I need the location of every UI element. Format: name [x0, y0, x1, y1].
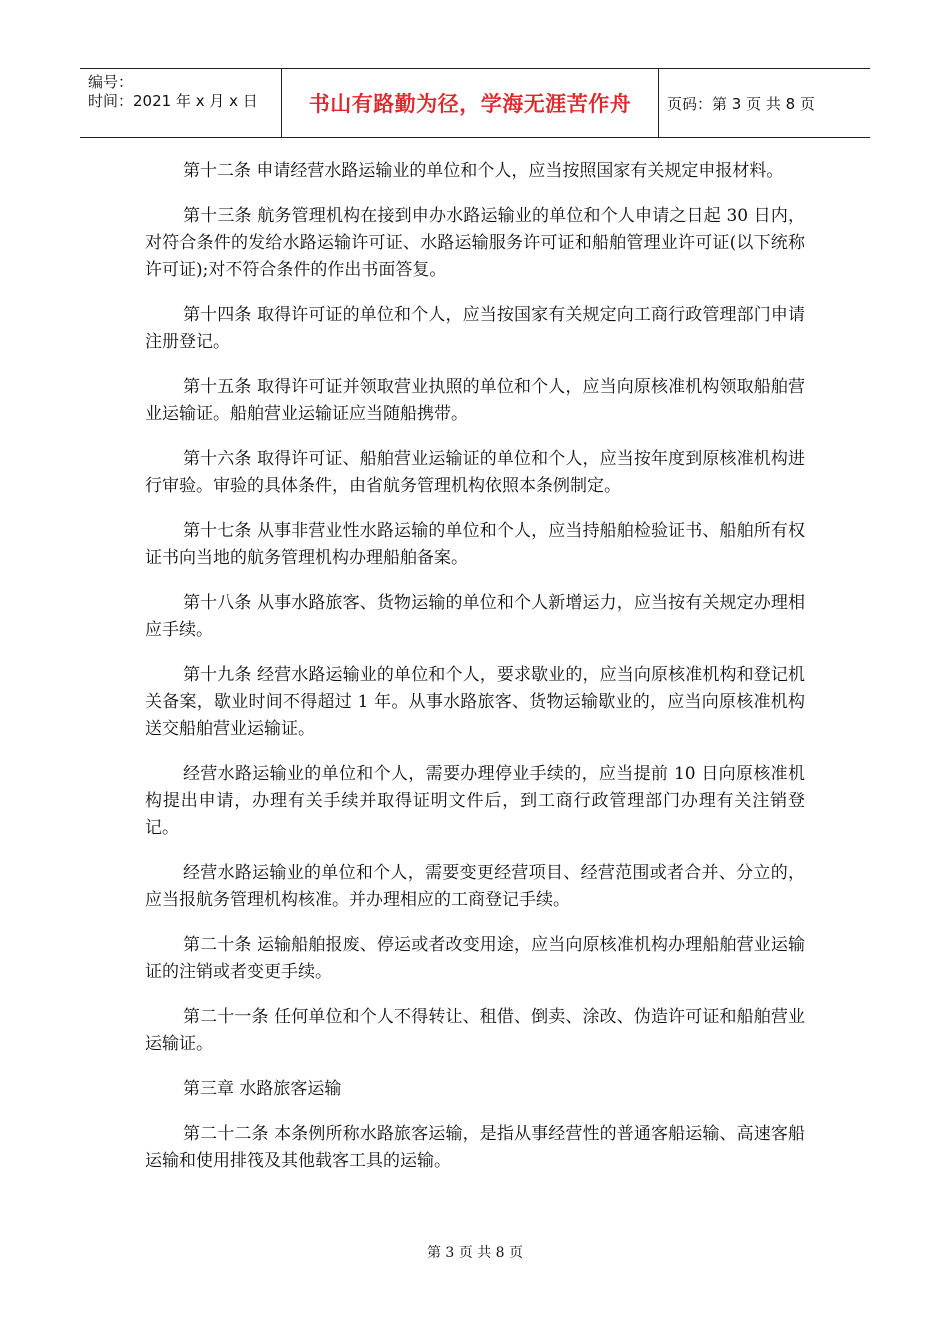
paragraph: 经营水路运输业的单位和个人，需要办理停业手续的，应当提前 10 日向原核准机构提出申请，办理有关手续并取得证明文件后，到工商行政管理部门办理有关注销登记。	[145, 764, 805, 838]
document-body	[145, 158, 805, 1193]
document-number-label: 编号：	[88, 73, 134, 91]
paragraph: 第十五条 取得许可证并领取营业执照的单位和个人，应当向原核准机构领取船舶营业运输证。船舶营业运输证应当随船携带。	[145, 377, 805, 424]
paragraph: 经营水路运输业的单位和个人，需要变更经营项目、经营范围或者合并、分立的，应当报航务管理机构核准。并办理相应的工商登记手续。	[145, 863, 805, 910]
paragraph: 第十二条 申请经营水路运输业的单位和个人，应当按照国家有关规定申报材料。	[183, 161, 784, 181]
paragraph: 第十九条 经营水路运输业的单位和个人，要求歇业的，应当向原核准机构和登记机关备案，歇业时间不得超过 1 年。从事水路旅客、货物运输歇业的，应当向原核准机构送交船舶营业运输证。	[145, 665, 805, 739]
paragraph: 第十八条 从事水路旅客、货物运输的单位和个人新增运力，应当按有关规定办理相应手续。	[145, 593, 805, 640]
header-divider	[658, 69, 659, 137]
header-meta	[80, 69, 281, 137]
paragraph: 第十三条 航务管理机构在接到申办水路运输业的单位和个人申请之日起 30 日内，对符合条件的发给水路运输许可证、水路运输服务许可证和船舶管理业许可证(以下统称许可证);对不符合条件的作出书面答复。	[145, 206, 805, 280]
page-footer: 第 3 页 共 8 页	[426, 1245, 524, 1261]
header-page-info: 页码：第 3 页 共 8 页	[667, 94, 815, 113]
paragraph: 第十六条 取得许可证、船舶营业运输证的单位和个人，应当按年度到原核准机构进行审验。审验的具体条件，由省航务管理机构依照本条例制定。	[145, 449, 805, 496]
paragraph: 第二十二条 本条例所称水路旅客运输，是指从事经营性的普通客船运输、高速客船运输和使用排筏及其他载客工具的运输。	[145, 1124, 805, 1171]
paragraph: 第二十一条 任何单位和个人不得转让、租借、倒卖、涂改、伪造许可证和船舶营业运输证。	[145, 1007, 805, 1054]
paragraph: 第十四条 取得许可证的单位和个人，应当按国家有关规定向工商行政管理部门申请注册登记。	[145, 305, 805, 352]
paragraph: 第十七条 从事非营业性水路运输的单位和个人，应当持船舶检验证书、船舶所有权证书向当地的航务管理机构办理船舶备案。	[145, 521, 805, 568]
header-motto: 书山有路勤为径，学海无涯苦作舟	[308, 92, 632, 116]
document-date-label: 时间：2021 年 x 月 x 日	[88, 92, 258, 110]
page-header	[80, 68, 870, 138]
paragraph: 第二十条 运输船舶报废、停运或者改变用途，应当向原核准机构办理船舶营业运输证的注销或者变更手续。	[145, 935, 805, 982]
chapter-heading: 第三章 水路旅客运输	[183, 1079, 342, 1099]
